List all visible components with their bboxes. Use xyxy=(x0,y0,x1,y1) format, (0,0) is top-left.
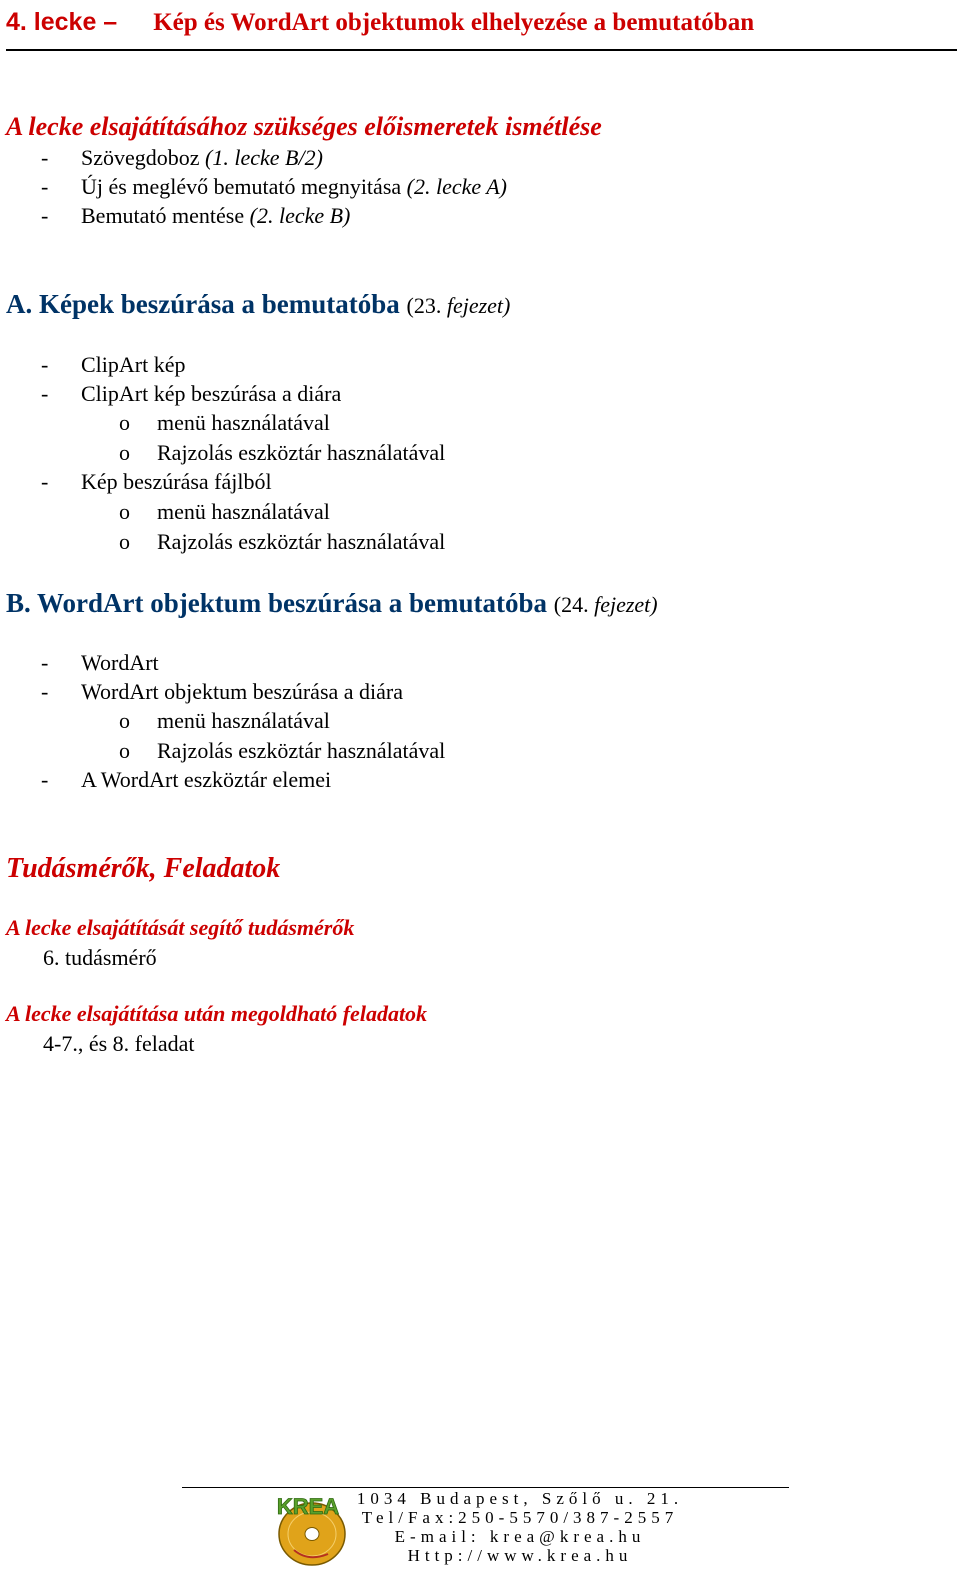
list-text: Szövegdoboz xyxy=(81,145,206,170)
list-text: ClipArt kép beszúrása a diára xyxy=(81,381,342,406)
list-marker: o xyxy=(119,410,130,435)
list-text: Új és meglévő bemutató megnyitása xyxy=(81,174,407,199)
list-text: A WordArt eszköztár elemei xyxy=(81,767,332,792)
page-title xyxy=(6,8,754,37)
list-marker: - xyxy=(41,679,49,704)
footer-address: 1034 Budapest, Szőlő u. 21. xyxy=(356,1489,684,1508)
list-marker: - xyxy=(41,352,49,377)
section-b-heading xyxy=(6,588,658,619)
title-divider xyxy=(6,49,957,51)
lesson-number: 4. lecke – xyxy=(6,8,118,36)
list-marker: - xyxy=(41,381,49,406)
list-text: Rajzolás eszköztár használatával xyxy=(157,738,446,763)
list-text: ClipArt kép xyxy=(81,352,186,377)
list-marker: - xyxy=(41,469,49,494)
list-text: WordArt objektum beszúrása a diára xyxy=(81,679,403,704)
list-marker: o xyxy=(119,738,130,763)
list-text: Kép beszúrása fájlból xyxy=(81,469,272,494)
list-text: Rajzolás eszköztár használatával xyxy=(157,440,446,465)
tests-heading: A lecke elsajátítását segítő tudásmérők xyxy=(6,915,355,940)
section-b-title: B. WordArt objektum beszúrása a bemutatóba xyxy=(6,588,548,618)
tasks-heading: Tudásmérők, Feladatok xyxy=(6,853,281,884)
logo-wordmark: KREA xyxy=(276,1494,340,1519)
list-text: menü használatával xyxy=(157,499,330,524)
list-marker: o xyxy=(119,499,130,524)
section-a-title: A. Képek beszúrása a bemutatóba xyxy=(6,289,400,319)
lesson-ref: (1. lecke B/2) xyxy=(205,145,323,170)
footer-email[interactable]: E-mail: krea@krea.hu xyxy=(394,1527,646,1546)
list-marker: - xyxy=(41,203,49,228)
list-marker: - xyxy=(41,650,49,675)
list-marker: - xyxy=(41,145,49,170)
list-text: menü használatával xyxy=(157,410,330,435)
lesson-ref: (2. lecke B) xyxy=(249,203,351,228)
list-marker: - xyxy=(41,174,49,199)
chapter-ref: (23. xyxy=(406,293,447,318)
list-marker: o xyxy=(119,708,130,733)
prereq-heading: A lecke elsajátításához szükséges előismeretek ismétlése xyxy=(6,112,602,141)
section-a-heading xyxy=(6,289,510,320)
list-text: WordArt xyxy=(81,650,159,675)
list-text: Rajzolás eszköztár használatával xyxy=(157,529,446,554)
exercises-value: 4-7., és 8. feladat xyxy=(43,1031,195,1056)
tests-value: 6. tudásmérő xyxy=(43,945,157,970)
footer-web-link[interactable]: Http://www.krea.hu xyxy=(407,1546,633,1565)
chapter-ref-italic: fejezet) xyxy=(446,293,511,318)
chapter-ref-italic: fejezet) xyxy=(594,592,658,617)
list-text: menü használatával xyxy=(157,708,330,733)
list-marker: o xyxy=(119,440,130,465)
footer-divider xyxy=(182,1487,789,1488)
list-marker: o xyxy=(119,529,130,554)
chapter-ref: (24. xyxy=(553,592,595,617)
footer-phone: Tel/Fax:250-5570/387-2557 xyxy=(361,1508,679,1527)
list-text: Bemutató mentése xyxy=(81,203,250,228)
list-marker: - xyxy=(41,767,49,792)
lesson-title: Kép és WordArt objektumok elhelyezése a bemutatóban xyxy=(153,9,755,36)
exercises-heading: A lecke elsajátítása után megoldható feladatok xyxy=(6,1001,428,1026)
lesson-ref: (2. lecke A) xyxy=(406,174,508,199)
